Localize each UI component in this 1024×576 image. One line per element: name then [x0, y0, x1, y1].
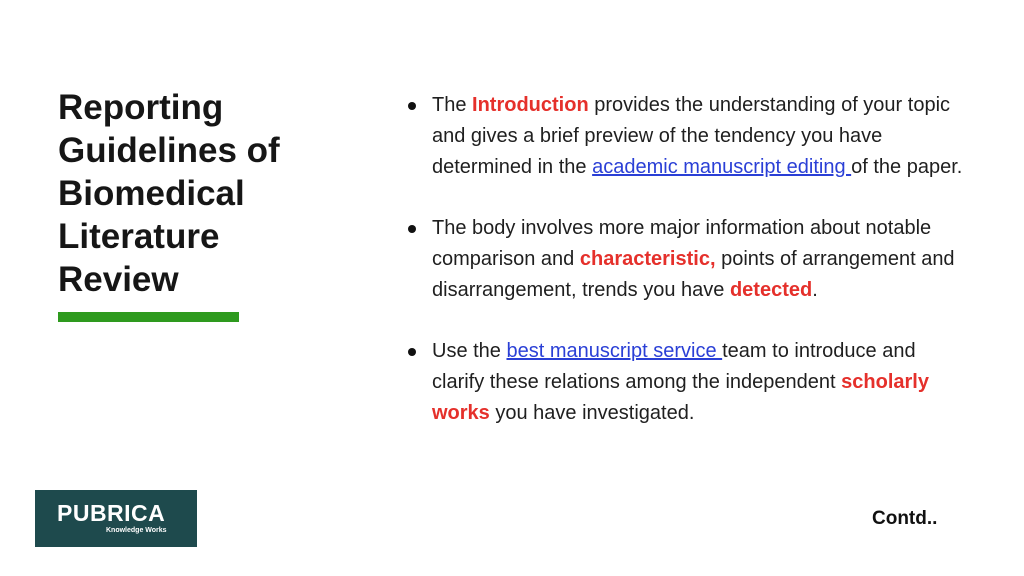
- highlight-scholarly-works: scholarly works: [432, 371, 929, 424]
- bullet-text: team to introduce and clarify these relations among the independent: [432, 340, 916, 393]
- bullet-text: you have investigated.: [489, 402, 695, 424]
- bullet-list: [404, 90, 964, 429]
- best-manuscript-service-link[interactable]: best manuscript service: [506, 340, 723, 362]
- title-line: Reporting: [58, 88, 224, 127]
- bullet-text: points of arrangement and disarrangement, trends you have: [432, 248, 955, 301]
- bullet-item-body: [404, 213, 964, 306]
- highlight-detected: detected: [729, 279, 813, 301]
- title-line: Guidelines of: [58, 131, 280, 170]
- pubrica-logo: [35, 490, 197, 547]
- highlight-characteristic: characteristic,: [579, 248, 716, 270]
- title-underline-bar: [58, 312, 239, 322]
- continued-label: Contd..: [872, 508, 938, 529]
- logo-name: PUBRICA: [57, 500, 166, 526]
- bullet-dot-icon: [408, 102, 416, 110]
- bullet-text: The: [432, 94, 473, 116]
- bullet-item-introduction: [404, 90, 964, 183]
- bullet-text: of the paper.: [851, 156, 963, 178]
- bullet-text: The body involves more major information about notable comparison and: [432, 217, 932, 270]
- bullet-text: .: [812, 279, 818, 301]
- bullet-item-service: [404, 336, 964, 429]
- highlight-introduction: Introduction: [472, 94, 589, 116]
- logo-tagline: Knowledge Works: [106, 527, 167, 534]
- bullet-dot-icon: [408, 225, 416, 233]
- bullet-dot-icon: [408, 348, 416, 356]
- academic-manuscript-editing-link[interactable]: academic manuscript editing: [592, 156, 852, 178]
- title-line: Literature: [58, 217, 220, 256]
- bullet-text: provides the understanding of your topic and gives a brief preview of the tendency you have determined in the: [432, 94, 951, 178]
- title-line: Biomedical: [58, 174, 245, 213]
- title-line: Review: [58, 260, 179, 299]
- page-title: [58, 86, 348, 301]
- bullet-text: Use the: [432, 340, 507, 362]
